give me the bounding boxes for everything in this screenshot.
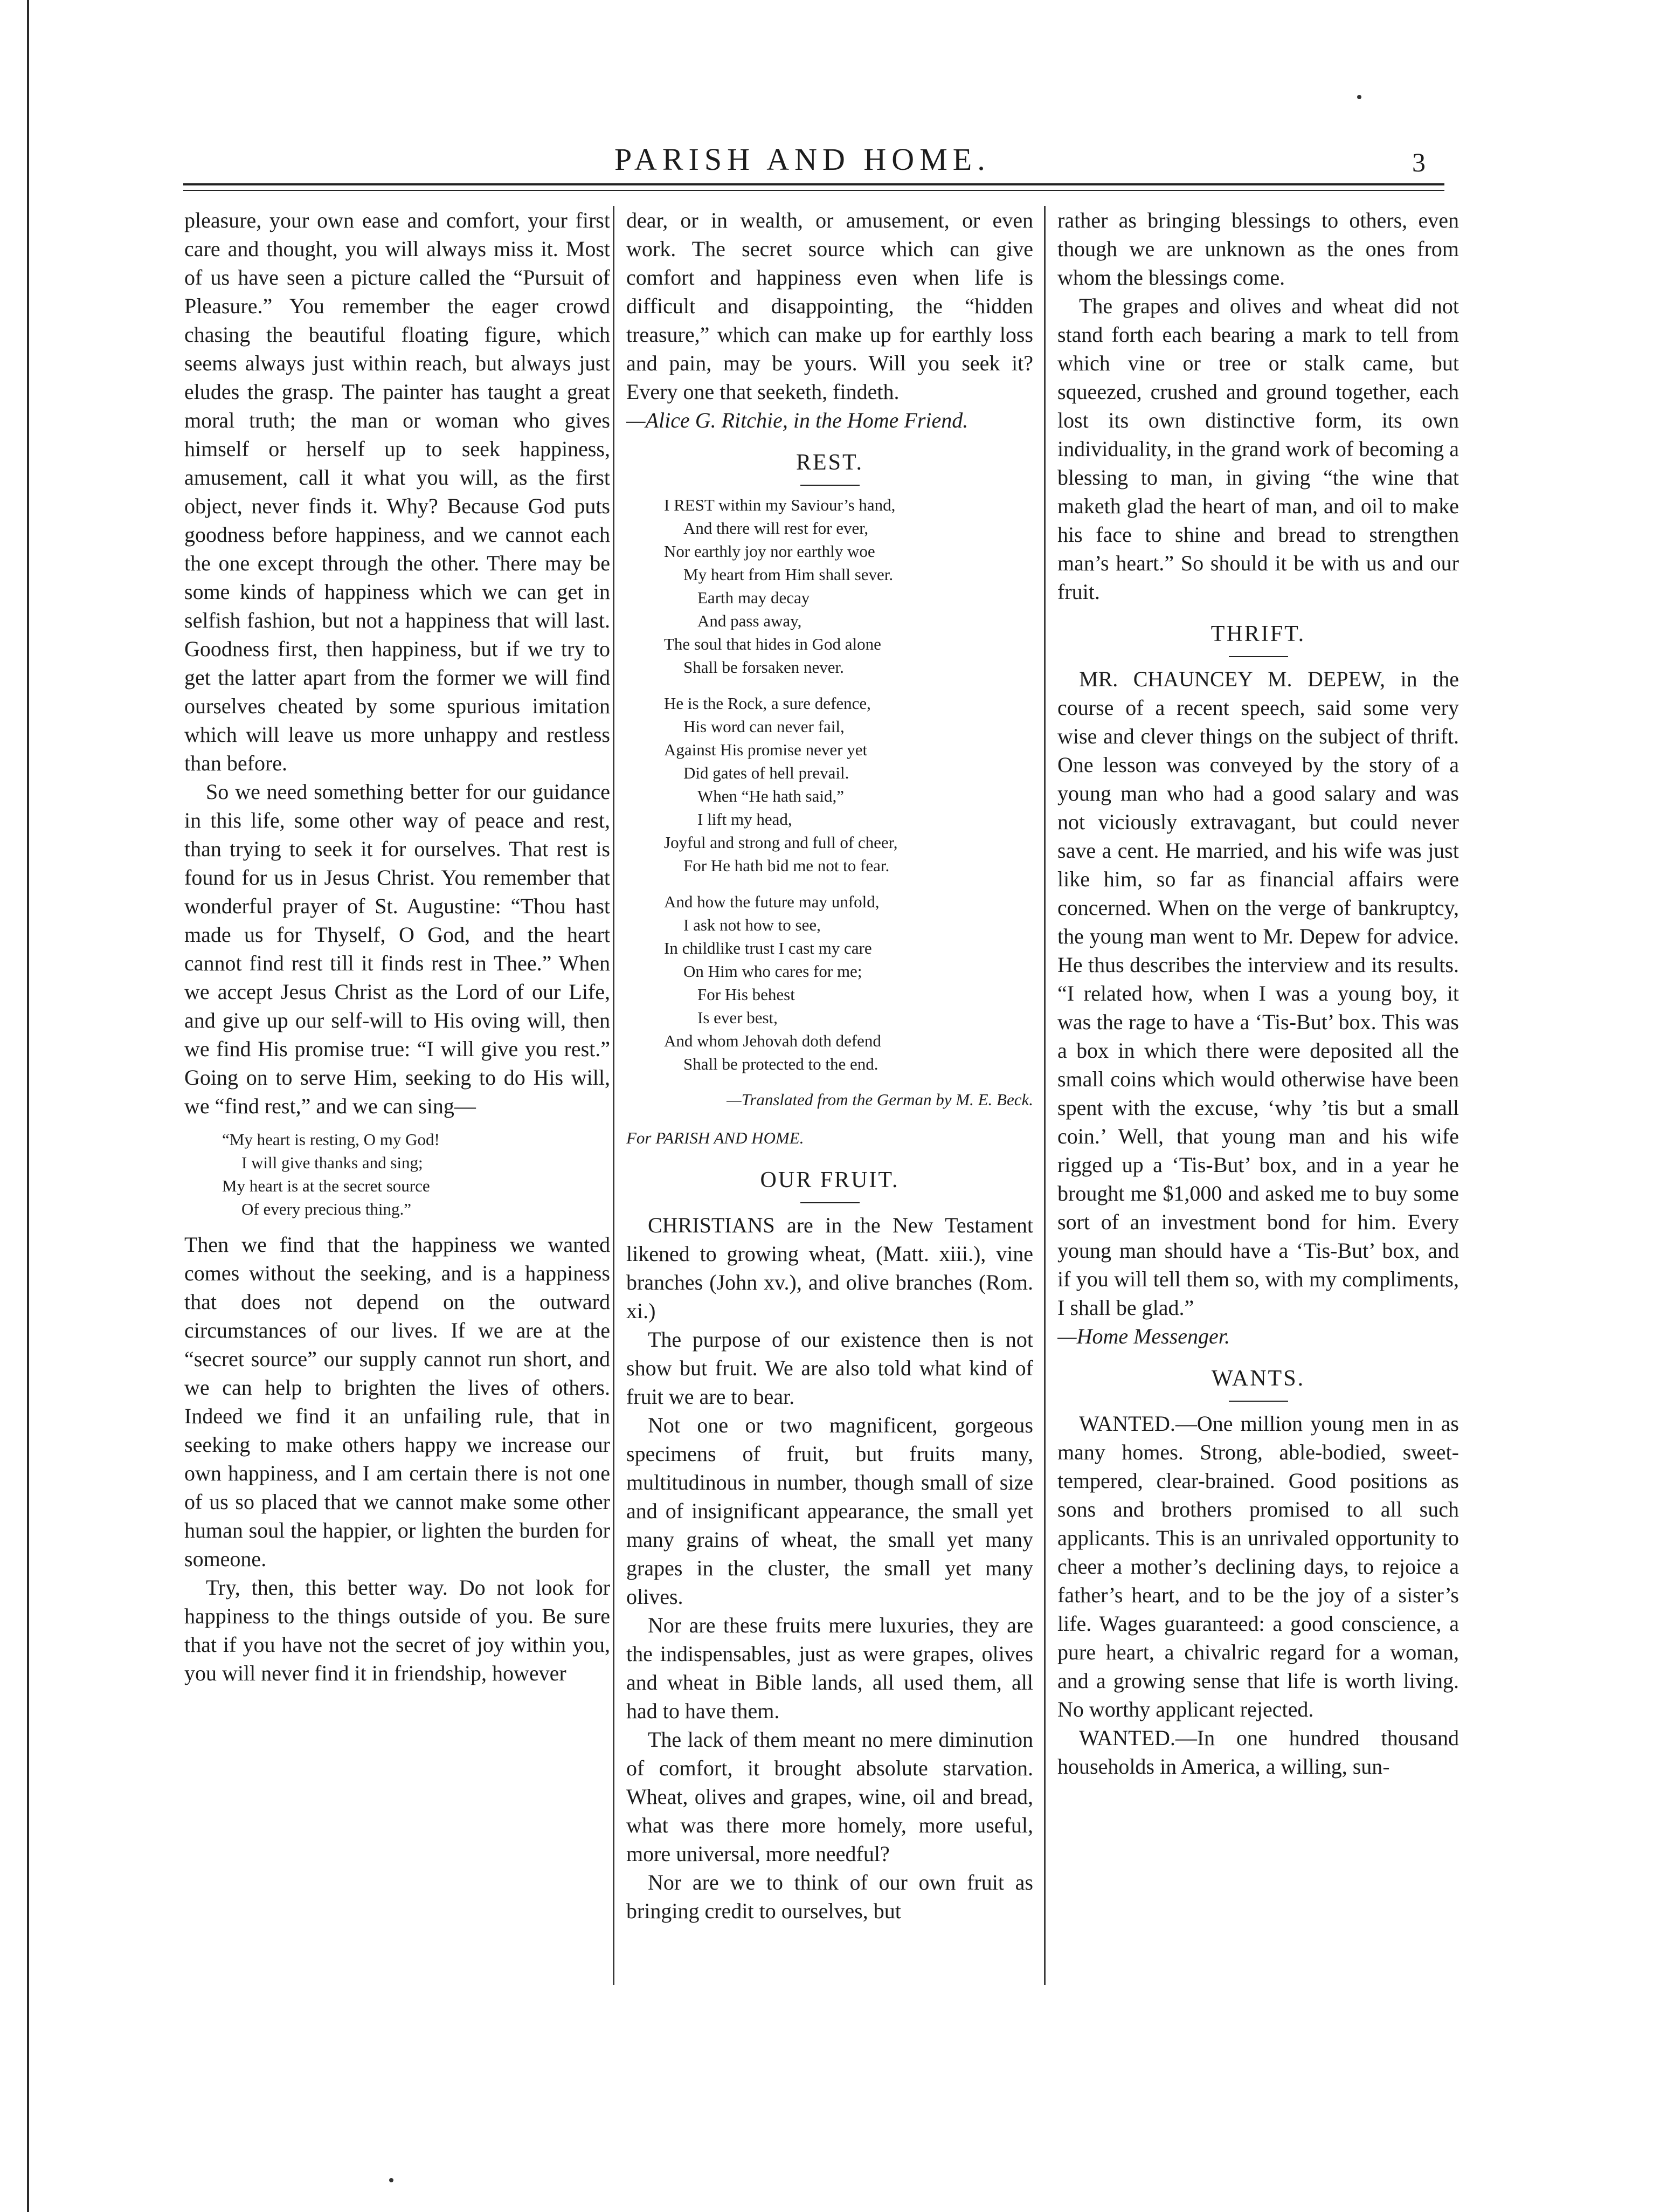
header-rule	[183, 183, 1444, 185]
poem-line: And whom Jehovah doth defend	[664, 1031, 881, 1050]
poem-line: Did gates of hell prevail.	[683, 763, 849, 782]
article-credit: —Alice G. Ritchie, in the Home Friend.	[626, 408, 969, 432]
poem-line: When “He hath said,”	[697, 787, 844, 805]
poem-line: I ask not how to see,	[683, 915, 821, 934]
text-column-2	[626, 206, 1033, 2007]
poem-line: “My heart is resting, O my God!	[222, 1130, 440, 1149]
poem	[664, 493, 1033, 1076]
paragraph: dear, or in wealth, or amusement, or even work. The secret source which can give comfort and happiness even when life is difficult and disappointing, the “hidden treasure,” which can make up for earthly loss and pain, may be yours. Will you seek it? Every one that seeketh, findeth.	[626, 208, 1033, 404]
paragraph: pleasure, your own ease and comfort, your first care and thought, you will always miss it. Most of us have seen a picture called the “Pursuit of Pleasure.” You remember the eager crowd chasing the beautiful floating figure, which seems always just within reach, but always just eludes the grasp. The painter has taught a great moral truth; the man or woman who gives himself or herself up to seek happiness, amusement, call it what you will, as the first object, never finds it. Why? Because God puts goodness before happiness, and we cannot each the one except through the other. There may be some kinds of happiness which we can get in selfish fashion, but not a happiness that will last. Goodness first, then happiness, but if we try to get the latter apart from the former we will find ourselves cheated by some spurious imitation which will leave us more unhappy and restless than before.	[184, 208, 610, 775]
poem-line: I lift my head,	[697, 810, 792, 829]
print-speck	[1357, 95, 1361, 99]
poem-line: For His behest	[697, 985, 795, 1004]
poem-line: His word can never fail,	[683, 717, 845, 736]
poem-line: My heart is at the secret source	[222, 1176, 430, 1195]
paragraph: The grapes and olives and wheat did not stand forth each bearing a mark to tell from which vine or tree or stalk came, but squeezed, crushed and ground together, each lost its own distinctive form, its own individuality, in the grand work of becoming a blessing to man, in giving “the wine that maketh glad the heart of man, and oil to make his face to shine and bread to strengthen man’s heart.” So should it be with us and our fruit.	[1057, 294, 1459, 604]
contributor-line: For PARISH AND HOME.	[626, 1128, 804, 1147]
print-speck	[389, 2178, 393, 2182]
page-number: 3	[1412, 147, 1426, 177]
poem-line: Nor earthly joy nor earthly woe	[664, 542, 875, 561]
section-heading: OUR FRUIT.	[760, 1168, 900, 1193]
paragraph: Nor are these fruits mere luxuries, they are the indispensables, just as were grapes, olives and wheat in Bible lands, all used them, all had to have them.	[626, 1613, 1033, 1723]
text-column-1	[184, 206, 610, 2007]
paragraph: MR. CHAUNCEY M. DEPEW, in the course of a recent speech, said some very wise and clever things on the subject of thrift. One lesson was conveyed by the story of a young man who had a good salary and was not viciously extravagant, but could never save a cent. He married, and his wife was just like him, so far as financial affairs were concerned. When on the verge of bankruptcy, the young man went to Mr. Depew for advice. He thus describes the interview and its results. “I related how, when I was a young boy, it was the rage to have a ‘Tis-But’ box. This was a box in which there were deposited all the small coins which would otherwise have been spent with the excuse, ‘why ’tis but a small coin.’ Well, that young man and his wife rigged up a ‘Tis-But’ box, and in a year he brought me $1,000 and asked me to buy some sort of an investment bond for him. Every young man should have a ‘Tis-But’ box, and if you will tell them so, with my compliments, I shall be glad.”	[1057, 667, 1459, 1320]
stanza-break	[664, 877, 1033, 890]
section-heading: REST.	[796, 450, 864, 475]
poem-line: The soul that hides in God alone	[664, 635, 881, 653]
stanza-break	[664, 679, 1033, 692]
poem-credit: —Translated from the German by M. E. Beck.	[727, 1090, 1033, 1109]
poem-line: For He hath bid me not to fear.	[683, 856, 890, 875]
heading-rule	[1229, 1401, 1288, 1402]
heading-rule	[1229, 656, 1288, 657]
text-column-3	[1057, 206, 1459, 2007]
paragraph: Try, then, this better way. Do not look for happiness to the things outside of you. Be sure that if you have not the secret of joy within you, you will never find it in friendship, however	[184, 1575, 610, 1685]
paragraph: Not one or two magnificent, gorgeous specimens of fruit, but fruits many, multitudinous in number, though small of size and of insignificant appearance, the small yet many grains of wheat, the small yet many grapes in the cluster, the small yet many olives.	[626, 1413, 1033, 1609]
heading-rule	[800, 1202, 860, 1203]
poem-line: Shall be forsaken never.	[683, 658, 844, 677]
poem-line: I REST within my Saviour’s hand,	[664, 495, 896, 514]
poem-line: And pass away,	[697, 611, 802, 630]
paragraph: The purpose of our existence then is not show but fruit. We are also told what kind of fruit we are to bear.	[626, 1327, 1033, 1409]
heading-rule	[800, 485, 860, 486]
paragraph: rather as bringing blessings to others, even though we are unknown as the ones from whom the blessings come.	[1057, 208, 1459, 290]
page-header-title: PARISH AND HOME.	[614, 142, 991, 177]
poem-line: Against His promise never yet	[664, 740, 868, 759]
poem-line: Shall be protected to the end.	[683, 1055, 878, 1073]
section-heading: THRIFT.	[1210, 622, 1306, 646]
paragraph: WANTED.—One million young men in as many homes. Strong, able-bodied, sweet-tempered, clear-brained. Good positions as sons and brothers promised to all such applicants. This is an unrivaled opportunity to cheer a mother’s declining days, to rejoice a father’s heart, and to be the joy of a sister’s life. Wages guaranteed: a good conscience, a pure heart, a chivalric regard for a woman, and a growing sense that life is worth living. No worthy applicant rejected.	[1057, 1411, 1459, 1721]
poem-line: And how the future may unfold,	[664, 892, 880, 911]
scan-edge-left	[27, 0, 29, 2212]
poem	[222, 1128, 610, 1221]
column-divider	[613, 206, 614, 1985]
poem-line: Of every precious thing.”	[241, 1200, 412, 1218]
poem-line: Is ever best,	[697, 1008, 778, 1027]
poem-line: On Him who cares for me;	[683, 962, 862, 981]
section-heading: WANTS.	[1211, 1366, 1305, 1391]
column-divider	[1044, 206, 1046, 1985]
paragraph: CHRISTIANS are in the New Testament likened to growing wheat, (Matt. xiii.), vine branches (John xv.), and olive branches (Rom. xi.)	[626, 1213, 1033, 1323]
poem-line: Earth may decay	[697, 588, 810, 607]
poem-line: And there will rest for ever,	[683, 519, 869, 538]
paragraph: So we need something better for our guidance in this life, some other way of peace and rest, than trying to seek it for ourselves. That rest is found for us in Jesus Christ. You remember that wonderful prayer of St. Augustine: “Thou hast made us for Thyself, O God, and the heart cannot find rest till it finds rest in Thee.” When we accept Jesus Christ as the Lord of our Life, and give up our self-will to His oving will, then we find His promise true: “I will give you rest.” Going on to serve Him, seeking to do His will, we “find rest,” and we can sing—	[184, 780, 610, 1118]
paragraph: Nor are we to think of our own fruit as bringing credit to ourselves, but	[626, 1870, 1033, 1923]
paragraph: The lack of them meant no mere diminution of comfort, it brought absolute starvation. Wheat, olives and grapes, wine, oil and bread, what was there more homely, more useful, more universal, more needful?	[626, 1727, 1033, 1866]
paragraph: WANTED.—In one hundred thousand households in America, a willing, sun-	[1057, 1726, 1459, 1779]
poem-line: I will give thanks and sing;	[241, 1153, 423, 1172]
poem-line: My heart from Him shall sever.	[683, 565, 894, 584]
poem-line: In childlike trust I cast my care	[664, 939, 872, 957]
poem-line: Joyful and strong and full of cheer,	[664, 833, 898, 852]
poem-line: He is the Rock, a sure defence,	[664, 694, 871, 713]
header-rule-thin	[183, 190, 1444, 191]
article-credit: —Home Messenger.	[1057, 1324, 1230, 1348]
paragraph: Then we find that the happiness we wanted comes without the seeking, and is a happiness that does not depend on the outward circumstances of our lives. If we are at the “secret source” our supply cannot run short, and we can help to brighten the lives of others. Indeed we find it an unfailing rule, that in seeking to make others happy we increase our own happiness, and I am certain there is not one of us so placed that we cannot make some other human soul the happier, or lighten the burden for someone.	[184, 1232, 610, 1571]
